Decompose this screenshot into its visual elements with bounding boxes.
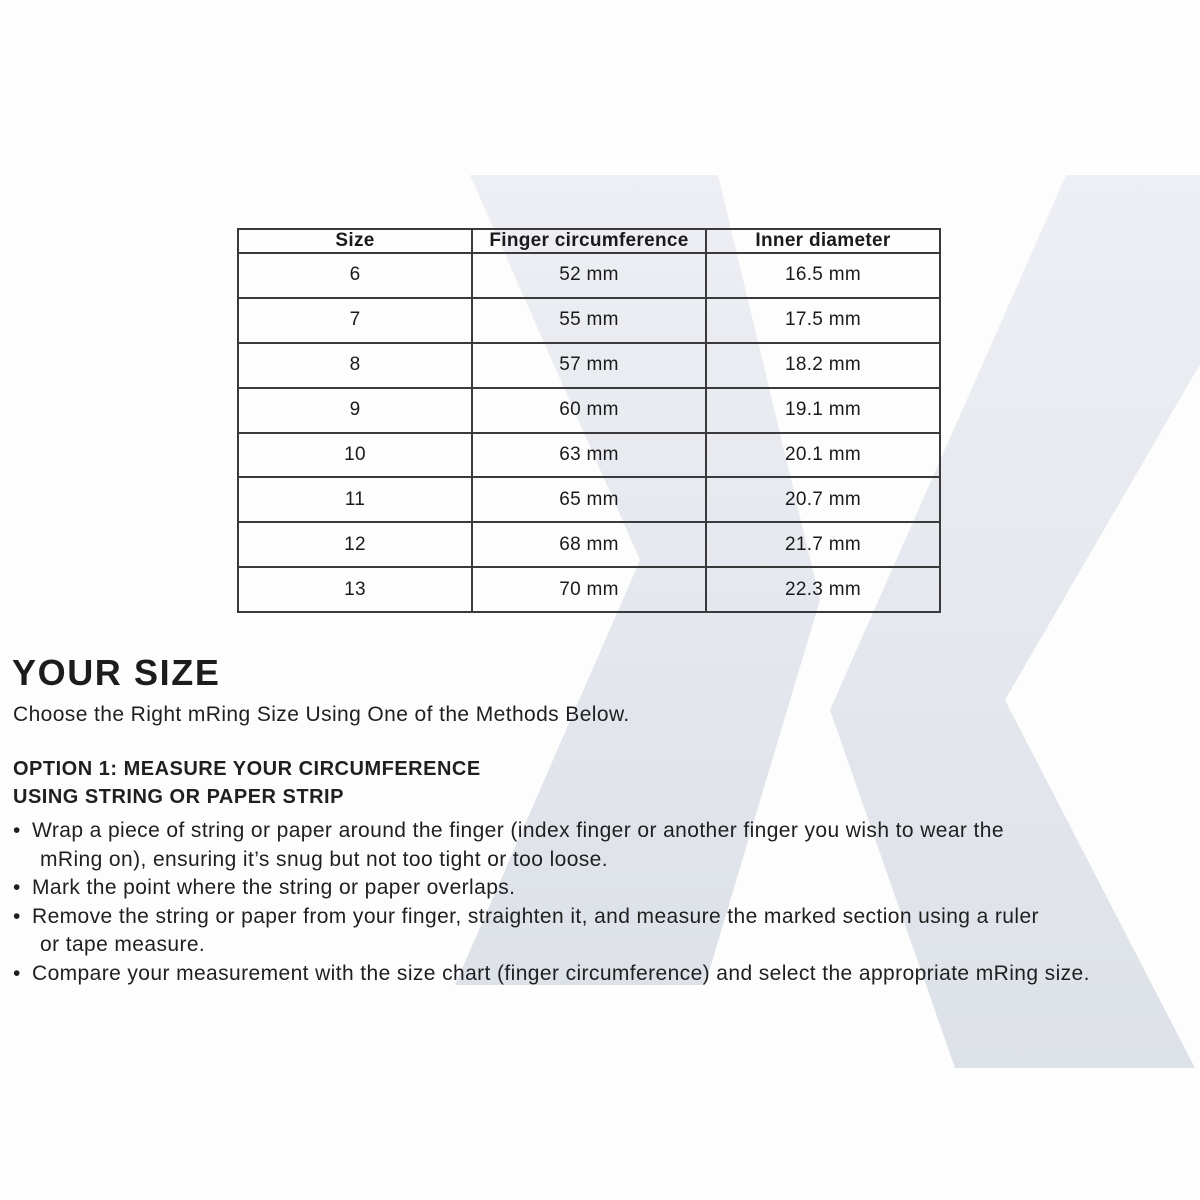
table-cell-size: 13 [238, 567, 472, 612]
instruction-line [13, 874, 1090, 903]
table-cell-size: 10 [238, 433, 472, 478]
table-cell-size: 11 [238, 477, 472, 522]
instructions-list [13, 817, 1090, 988]
table-row [238, 433, 940, 478]
table-row [238, 388, 940, 433]
instruction-line [13, 817, 1090, 846]
instruction-text: mRing on), ensuring it’s snug but not too tight or too loose. [40, 847, 609, 871]
table-header-row [238, 229, 940, 253]
instruction-text: or tape measure. [40, 933, 206, 956]
bullet-icon: • [13, 819, 21, 842]
ring-size-table [237, 228, 941, 613]
instruction-line [13, 931, 1090, 960]
table-cell-size: 12 [238, 522, 472, 567]
column-header-inner-diameter: Inner diameter [706, 229, 940, 253]
column-header-finger-circumference: Finger circumference [472, 229, 706, 253]
instruction-text: Compare your measurement with the size chart (finger circumference) and select the appropriate mRing size. [32, 961, 1090, 985]
table-cell-diameter: 16.5 mm [706, 253, 940, 298]
bullet-icon: • [13, 904, 21, 928]
table-cell-diameter: 20.1 mm [706, 433, 940, 478]
column-header-size: Size [238, 229, 472, 253]
table-cell-diameter: 22.3 mm [706, 567, 940, 612]
table-cell-size: 9 [238, 388, 472, 433]
table-cell-circumference: 68 mm [472, 522, 706, 567]
table-row [238, 343, 940, 388]
table-row [238, 477, 940, 522]
instruction-text: Mark the point where the string or paper overlaps. [32, 876, 516, 899]
option1-heading-line1: OPTION 1: MEASURE YOUR CIRCUMFERENCE [13, 758, 481, 780]
table-cell-diameter: 20.7 mm [706, 477, 940, 522]
table-row [238, 567, 940, 612]
instruction-line [13, 903, 1090, 932]
table-cell-circumference: 70 mm [472, 567, 706, 612]
instruction-line [13, 846, 1090, 875]
instruction-text: Remove the string or paper from your finger, straighten it, and measure the marked section using a ruler [32, 904, 1039, 928]
your-size-title: YOUR SIZE [12, 652, 221, 693]
table-cell-size: 8 [238, 343, 472, 388]
table-cell-circumference: 65 mm [472, 477, 706, 522]
table-cell-circumference: 57 mm [472, 343, 706, 388]
instruction-text: Wrap a piece of string or paper around the finger (index finger or another finger you wish to wear the [32, 819, 1004, 842]
table-row [238, 522, 940, 567]
table-cell-diameter: 21.7 mm [706, 522, 940, 567]
table-cell-circumference: 52 mm [472, 253, 706, 298]
table-cell-size: 7 [238, 298, 472, 343]
bullet-icon: • [13, 876, 21, 899]
table-cell-circumference: 55 mm [472, 298, 706, 343]
table-row [238, 253, 940, 298]
option1-heading-line2: USING STRING OR PAPER STRIP [13, 786, 344, 808]
table-cell-circumference: 60 mm [472, 388, 706, 433]
table-cell-diameter: 18.2 mm [706, 343, 940, 388]
table-cell-diameter: 19.1 mm [706, 388, 940, 433]
bullet-icon: • [13, 961, 21, 985]
table-row [238, 298, 940, 343]
table-cell-size: 6 [238, 253, 472, 298]
table-cell-diameter: 17.5 mm [706, 298, 940, 343]
option1-heading [13, 755, 481, 811]
instruction-line [13, 960, 1090, 989]
table-cell-circumference: 63 mm [472, 433, 706, 478]
your-size-subtitle: Choose the Right mRing Size Using One of the Methods Below. [13, 703, 630, 726]
